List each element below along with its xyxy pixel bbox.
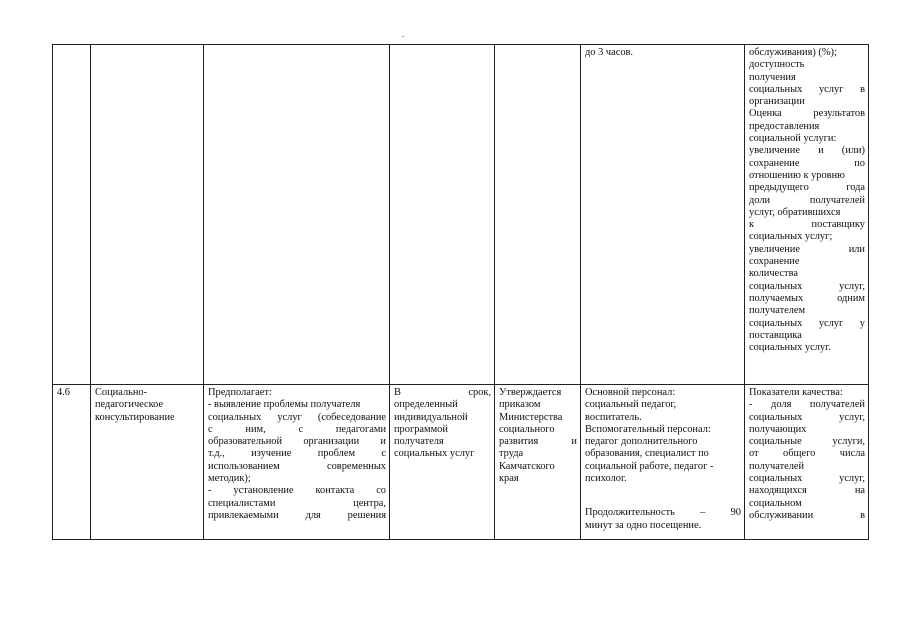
indicator-line: социальных услуг в [749,83,865,95]
quality-line: обслуживании в [749,509,865,521]
indicator-line: обслуживания) (%); [749,47,837,58]
staff-line: образования, специалист по [585,448,709,460]
indicator-line: отношению к уровню [749,169,845,181]
description-line: специалистами центра, [208,497,386,509]
cell-staff [581,385,745,540]
quality-line: Показатели качества: [749,387,843,398]
indicator-line: поставщика [749,329,802,341]
approval-line: Утверждается [499,387,562,398]
row-number: 4.6 [57,387,70,398]
indicator-line: предыдущего года [749,182,865,194]
description-line: использованием современных [208,460,386,472]
cell-indicators [745,45,869,385]
cell-number-empty [53,45,91,385]
indicator-line: получателем [749,305,806,317]
indicator-line: к поставщику [749,219,865,231]
cell-approval [495,385,581,540]
indicator-line: социальных услуг. [749,342,831,354]
quality-line: социальных услуг, [749,473,865,485]
staff-line: социальной работе, педагог - [585,460,714,472]
description-line: методик); [208,473,251,485]
approval-line: социального [499,423,555,435]
indicator-line: социальных услуг, [749,280,865,292]
staff-line: Вспомогательный персонал: [585,423,711,435]
service-standards-table [52,44,869,540]
table-row-continuation [53,45,869,385]
indicator-line: увеличение и (или) [749,145,865,157]
description-line: т.д., изучение проблем с [208,448,386,460]
description-line: с ним, с педагогами [208,423,386,435]
staff-line: Основной персонал: [585,387,676,398]
indicator-line: социальных услуг; [749,231,833,243]
quality-line: от общего числа [749,448,865,460]
cell-timing [581,45,745,385]
cell-description [204,385,390,540]
indicator-line: социальной услуги: [749,133,837,145]
deadline-line: определенный [394,399,458,411]
scan-speck [402,36,404,37]
timing-text: до 3 часов. [585,47,634,58]
approval-line: края [499,473,519,485]
description-line: социальных услуг (собеседование [208,411,386,423]
cell-approval-empty [495,45,581,385]
deadline-line: получателя [394,436,444,448]
quality-line: социальных услуг, [749,411,865,423]
staff-line: педагог дополнительного [585,436,698,448]
indicator-line: услуг, обратившихся [749,206,841,218]
description-line: Предполагает: [208,387,272,398]
indicator-line: Оценка результатов [749,108,865,120]
quality-line: - доля получателей [749,399,865,411]
quality-line: социальные услуги, [749,436,865,448]
deadline-line: социальных услуг [394,448,475,460]
cell-number [53,385,91,540]
cell-quality [745,385,869,540]
table-row-4-6 [53,385,869,540]
indicator-line: предоставления [749,120,820,132]
approval-line: развития и [499,436,577,448]
approval-line: труда [499,448,524,460]
service-name: Социально-педагогическое консультирование [95,387,175,423]
staff-line: воспитатель. [585,411,642,423]
indicator-line: получаемых одним [749,292,865,304]
indicator-line: доступность [749,59,805,71]
indicator-line: количества [749,268,798,280]
quality-line: социальном [749,497,802,509]
duration-line: минут за одно посещение. [585,519,702,531]
indicator-line: организации [749,96,805,108]
cell-service-name [91,385,204,540]
indicator-line: сохранение [749,256,800,268]
cell-service-empty [91,45,204,385]
description-line: - установление контакта со [208,485,386,497]
quality-line: находящихся на [749,485,865,497]
deadline-line: В срок, [394,387,491,398]
staff-line: социальный педагог, [585,399,677,411]
description-line: привлекаемыми для решения [208,509,386,521]
staff-line: психолог. [585,473,627,485]
approval-line: Министерства [499,411,563,423]
indicator-line: получения [749,71,796,83]
cell-description-empty [204,45,390,385]
indicator-line: доли получателей [749,194,865,206]
indicator-line: социальных услуг у [749,317,865,329]
cell-deadline-empty [390,45,495,385]
description-line: образовательной организации и [208,436,386,448]
approval-line: приказом [499,399,541,411]
quality-line: получающих [749,423,807,435]
indicator-line: сохранение по [749,157,865,169]
approval-line: Камчатского [499,460,555,472]
description-line: - выявление проблемы получателя [208,399,361,411]
quality-line: получателей [749,460,805,472]
cell-deadline [390,385,495,540]
duration-line: Продолжительность – 90 [585,507,741,519]
deadline-line: программой [394,423,448,435]
deadline-line: индивидуальной [394,411,468,423]
indicator-line: увеличение или [749,243,865,255]
